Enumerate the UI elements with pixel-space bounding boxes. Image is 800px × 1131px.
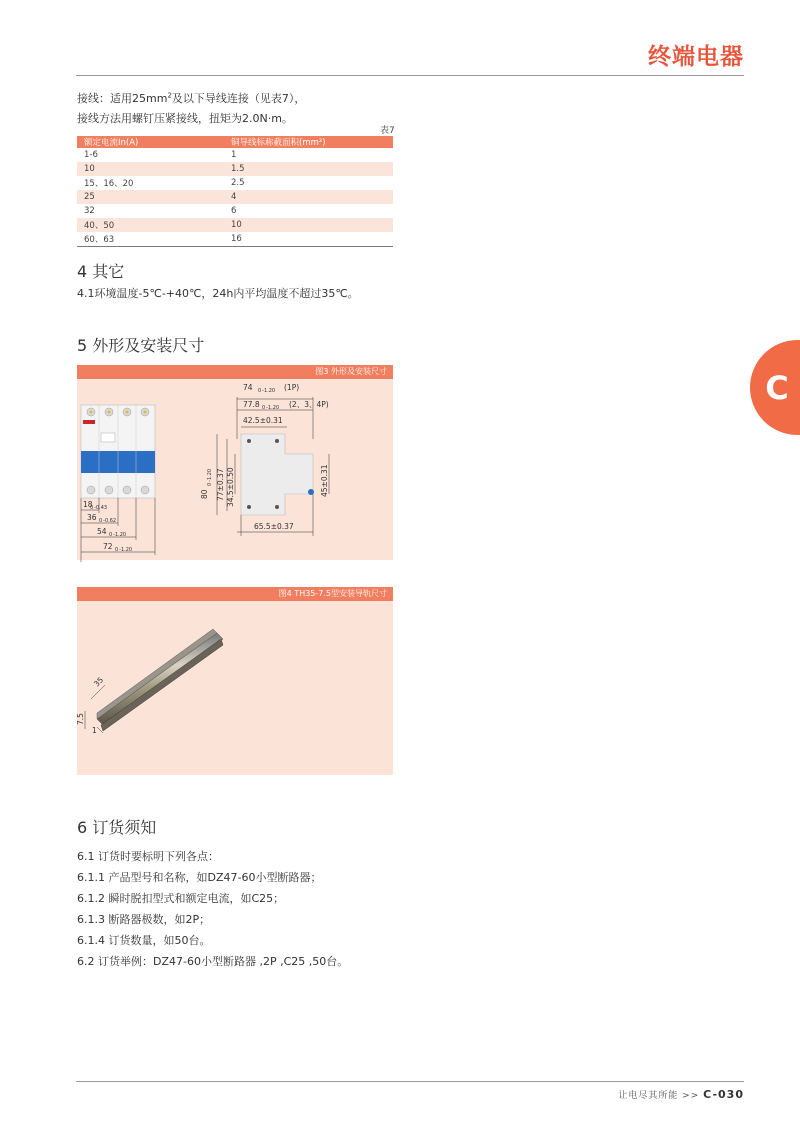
table-cell: 10 [224, 218, 393, 232]
table-cell: 1 [231, 150, 237, 160]
dim-77-8-note: (2、3、4P) [289, 400, 329, 409]
table-cell: 10 [77, 162, 224, 176]
rail-dim-35: 35 [92, 675, 106, 689]
spec-table-wrap [77, 136, 393, 247]
table-header-row [77, 136, 393, 148]
dim-18-tol: 0 -0.43 [90, 505, 108, 511]
dim-36-tol: 0 -0.62 [99, 518, 117, 524]
table-row [77, 176, 393, 190]
table-cell: 4 [224, 190, 393, 204]
dim-72: 72 [103, 542, 113, 551]
header-divider [76, 75, 744, 76]
spec-table [77, 136, 393, 247]
wiring-line-1 [77, 90, 305, 106]
figure-4-caption: 图4 TH35-7.5型安装导轨尺寸 [77, 587, 393, 601]
order-line: 6.1.2 瞬时脱扣型式和额定电流，如C25； [77, 892, 285, 905]
table-cell: 60、63 [77, 232, 224, 247]
figure-3-caption: 图3 外形及安装尺寸 [77, 365, 393, 379]
table-row [77, 162, 393, 176]
section-5-heading: 5 外形及安装尺寸 [77, 336, 205, 355]
dim-42-5: 42.5±0.31 [243, 416, 283, 425]
table-row [77, 218, 393, 232]
dim-77-8-tol: 0 -1.20 [262, 405, 280, 411]
section-tab-c[interactable] [750, 340, 800, 435]
table-cell: 2.5 [231, 178, 245, 188]
footer-divider [76, 1081, 744, 1082]
dim-72-tol: 0 -1.20 [115, 547, 133, 553]
section-4-text: 4.1环境温度-5℃-+40℃，24h内平均温度不超过35℃。 [77, 287, 359, 300]
figure-4-drawing [77, 601, 393, 775]
table-row [77, 232, 393, 247]
dim-54: 54 [97, 527, 107, 536]
order-line: 6.1.3 断路器极数，如2P； [77, 913, 211, 926]
order-line: 6.2 订货举例：DZ47-60小型断路器 ,2P ,C25 ,50台。 [77, 955, 349, 968]
table-cell: 25 [77, 190, 224, 204]
table-cell: 15、16、20 [84, 179, 134, 189]
table-cell: 1-6 [84, 150, 98, 160]
dim-80-tol: 0 -1.20 [207, 468, 213, 486]
dim-54-tol: 0 -1.20 [109, 532, 127, 538]
dim-74-note: (1P) [284, 383, 300, 392]
side-view-body [241, 434, 313, 515]
section-tab-letter: C [765, 368, 789, 407]
section-6-heading: 6 订货须知 [77, 818, 157, 837]
dim-74-tol: 0 -1.20 [258, 388, 276, 394]
wiring-line-1a: 接线：适用25mm [77, 92, 168, 105]
wiring-line-2: 接线方法用螺钉压紧接线，扭矩为2.0N·m。 [77, 112, 293, 125]
table-row [77, 190, 393, 204]
table-cell: 6 [231, 206, 237, 216]
order-line: 6.1.4 订货数量，如50台。 [77, 934, 211, 947]
table-cell: 16 [224, 232, 393, 247]
dim-18: 18 [83, 500, 93, 509]
table-caption: 表7 [380, 126, 395, 136]
figure-3-drawing [77, 379, 393, 560]
footer [618, 1088, 744, 1101]
page-header-title: 终端电器 [648, 44, 744, 70]
table-row [77, 204, 393, 218]
table-row [77, 148, 393, 162]
wiring-line-1b: 及以下导线连接（见表7）， [171, 92, 306, 105]
dim-80: 80 [200, 489, 209, 499]
rail-dim-1: 1 [92, 726, 97, 735]
table-header-section: 铜导线标称截面积(mm²) [224, 136, 393, 148]
dim-77: 77±0.37 [216, 468, 225, 501]
order-line: 6.1.1 产品型号和名称，如DZ47-60小型断路器； [77, 871, 322, 884]
dim-77-8: 77.8 [243, 400, 260, 409]
dim-36: 36 [87, 513, 97, 522]
dim-45: 45±0.31 [320, 464, 329, 497]
figure-3 [77, 365, 393, 560]
dim-34-5: 34.5±0.50 [226, 467, 235, 507]
dim-74: 74 [243, 383, 253, 392]
wiring-superscript: 2 [167, 91, 172, 100]
page-number: C-030 [703, 1088, 744, 1101]
figure-4 [77, 587, 393, 775]
table-header-current: 额定电流In(A) [77, 136, 224, 148]
footer-slogan: 让电尽其所能 >> [618, 1091, 700, 1101]
order-line: 6.1 订货时要标明下列各点： [77, 850, 219, 863]
rail-dim-7-5: 7.5 [76, 713, 85, 725]
table-cell: 40、50 [77, 218, 224, 232]
table-cell: 1.5 [224, 162, 393, 176]
din-rail [97, 633, 223, 725]
dim-65-5: 65.5±0.37 [254, 522, 294, 531]
table-cell: 32 [84, 206, 95, 216]
section-4-heading: 4 其它 [77, 262, 125, 281]
